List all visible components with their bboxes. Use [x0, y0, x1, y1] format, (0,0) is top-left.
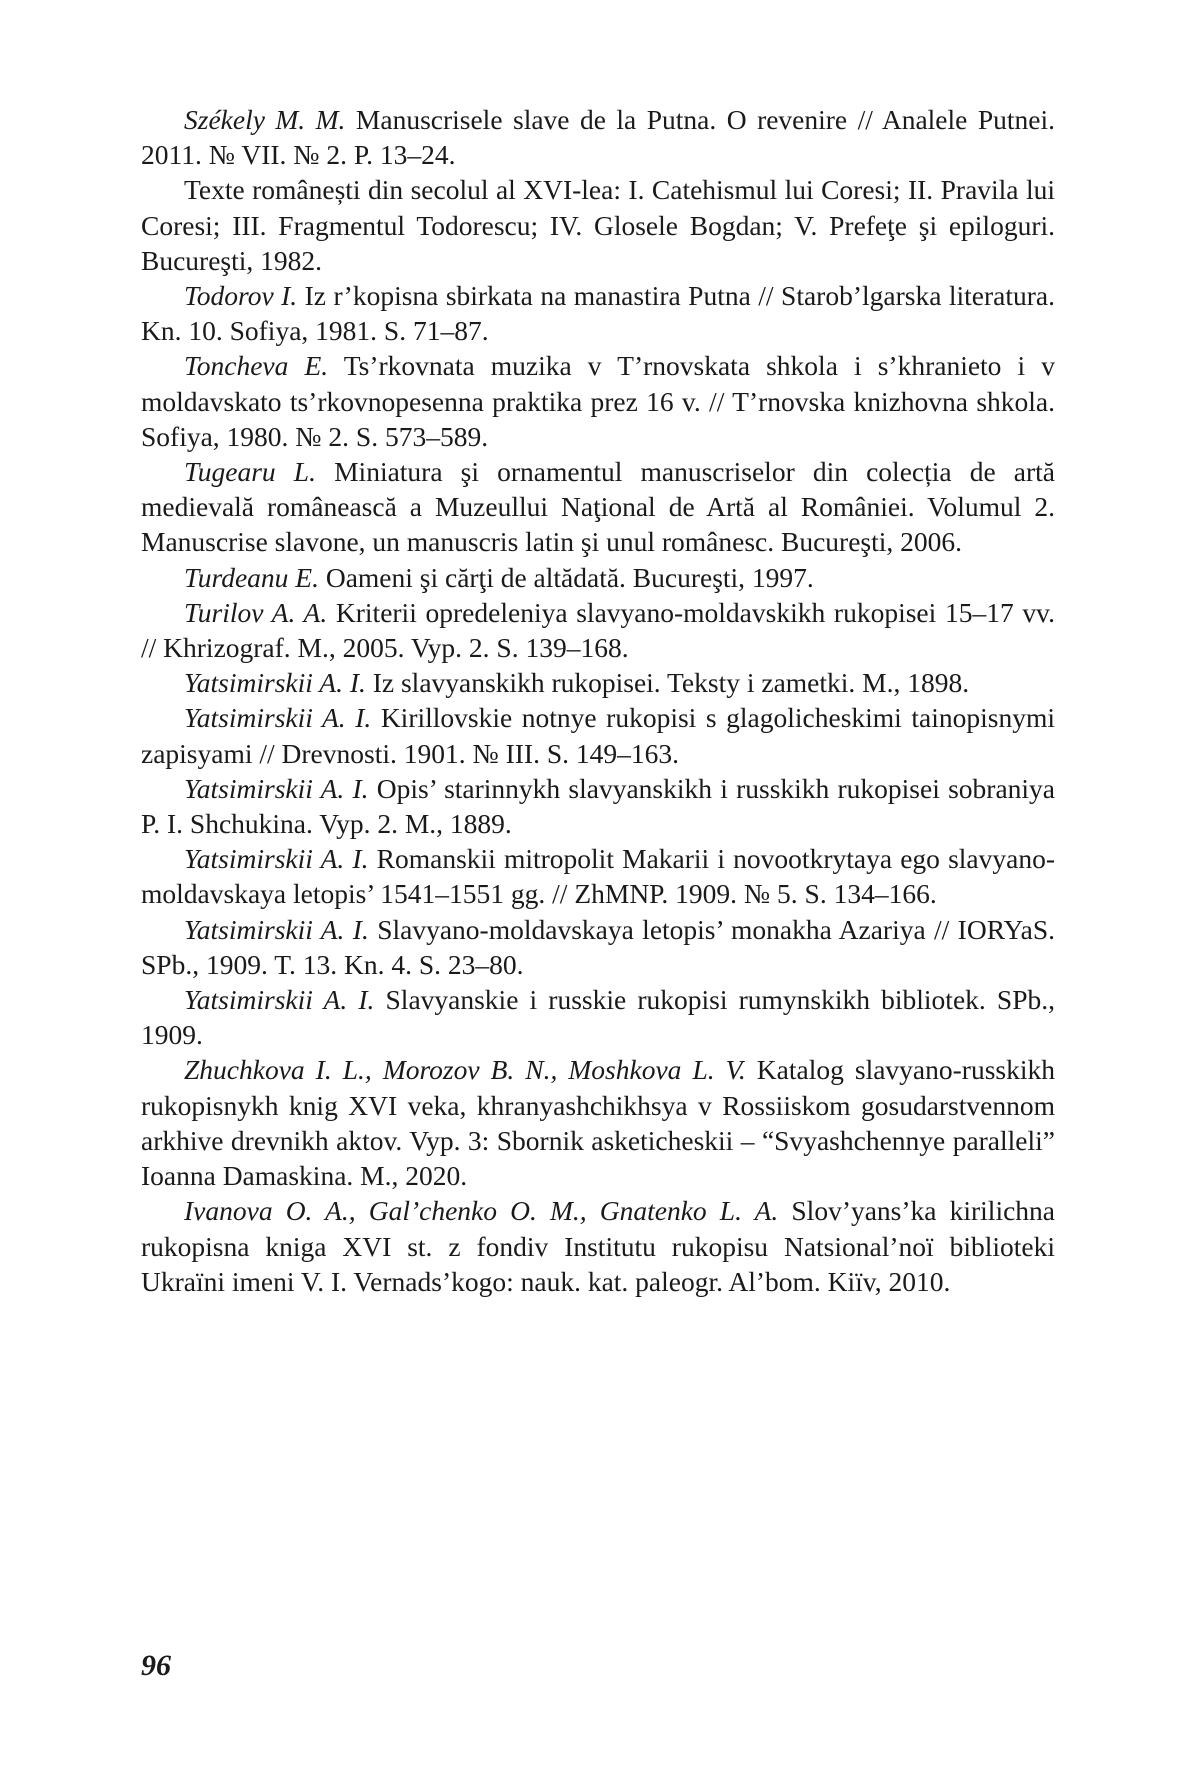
entry-text: Ts’rkovnata muzika v T’rnovskata shkola i s’khranieto i v moldavskato ts’rkovnopesenna praktika prez 16 v. // T’rnovska knizhovna shkola. Sofiya, 1980. № 2. S. 573–589. [141, 350, 1055, 452]
entry-author: Yatsimirskii A. I. [184, 702, 372, 734]
entry-author: Yatsimirskii A. I. [184, 843, 369, 875]
entry-text: Texte românești din secolul al XVI-lea: I. Catehismul lui Coresi; II. Pravila lui Coresi; III. Fragmentul Todorescu; IV. Glosele Bogdan; V. Prefeţe şi epiloguri. Bucureşti, 1982. [141, 174, 1055, 276]
entry-author: Székely M. M. [184, 104, 346, 135]
entry-text: Slavyanskie i russkie rukopisi rumynskikh bibliotek. SPb., 1909. [141, 984, 1055, 1051]
bibliography-entry [141, 841, 1055, 911]
entry-text: Manuscrisele slave de la Putna. O revenire // Analele Putnei. 2011. № VII. № 2. P. 13–24. [141, 104, 1055, 171]
bibliography-entry [141, 172, 1055, 278]
entry-author: Turdeanu E. [184, 561, 319, 593]
bibliography-entry [141, 1052, 1055, 1193]
entry-text: Miniatura şi ornamentul manuscriselor din colecția de artă medievală românească a Muzeullui Naţional de Artă al României. Volumul 2. Manuscrise slavone, un manuscris latin şi unul românesc. Bucureşti, 2006. [141, 456, 1055, 558]
bibliography-entry [141, 700, 1055, 770]
entry-author: Toncheva E. [184, 350, 329, 382]
entry-text: Iz r’kopisna sbirkata na manastira Putna // Starob’lgarska literatura. Kn. 10. Sofiya, 1981. S. 71–87. [141, 280, 1055, 347]
entry-author: Zhuchkova I. L., Morozov B. N., Moshkova L. V. [184, 1054, 746, 1086]
bibliography-entry [141, 771, 1055, 841]
entry-text: Opis’ starinnykh slavyanskikh i russkikh rukopisei sobraniya P. I. Shchukina. Vyp. 2. M., 1889. [141, 772, 1055, 840]
entry-text: Romanskii mitropolit Makarii i novootkrytaya ego slavyano-moldavskaya letopis’ 1541–1551 gg. // ZhMNP. 1909. № 5. S. 134–166. [141, 843, 1055, 910]
bibliography-entry [141, 560, 1055, 595]
entry-author: Yatsimirskii A. I. [184, 984, 375, 1016]
bibliography-list [141, 102, 1055, 1299]
bibliography-entry [141, 102, 1055, 172]
entry-text: Iz slavyanskikh rukopisei. Teksty i zametki. M., 1898. [365, 667, 970, 699]
bibliography-entry [141, 278, 1055, 348]
entry-author: Ivanova O. A., Gal’chenko O. M., Gnatenko L. A. [184, 1195, 779, 1227]
entry-text: Kirillovskie notnye rukopisi s glagolicheskimi tainopisnymi zapisyami // Drevnosti. 1901. № III. S. 149–163. [141, 702, 1055, 769]
entry-author: Yatsimirskii A. I. [184, 772, 369, 804]
entry-text: Slavyano-moldavskaya letopis’ monakha Azariya // IORYaS. SPb., 1909. T. 13. Kn. 4. S. 23–80. [141, 913, 1055, 980]
bibliography-entry [141, 665, 1055, 700]
bibliography-entry [141, 1193, 1055, 1299]
bibliography-entry [141, 982, 1055, 1052]
entry-author: Turilov A. A. [184, 596, 328, 628]
entry-text: Katalog slavyano-russkikh rukopisnykh knig XVI veka, khranyashchikhsya v Rossiiskom gosudarstvennom arkhive drevnikh aktov. Vyp. 3: Sbornik asketicheskii – “Svyashchennye paralleli” Ioanna Damaskina. M., 2020. [141, 1054, 1055, 1192]
bibliography-entry [141, 348, 1055, 454]
entry-author: Yatsimirskii A. I. [184, 913, 369, 945]
page-number: 96 [141, 1649, 171, 1682]
bibliography-entry [141, 595, 1055, 665]
entry-author: Yatsimirskii A. I. [184, 667, 366, 699]
bibliography-entry [141, 454, 1055, 560]
entry-text: Oameni şi cărţi de altădată. Bucureşti, 1997. [318, 561, 814, 593]
bibliography-entry [141, 912, 1055, 982]
entry-author: Tugearu L. [184, 456, 316, 488]
entry-author: Todorov I. [184, 280, 298, 312]
entry-text: Slov’yans’ka kirilichna rukopisna kniga XVI st. z fondiv Institutu rukopisu Natsional’noï biblioteki Ukraïni imeni V. I. Vernads’kogo: nauk. kat. paleogr. Al’bom. Kiïv, 2010. [141, 1195, 1056, 1297]
entry-text: Kriterii opredeleniya slavyano-moldavskikh rukopisei 15–17 vv. // Khrizograf. M., 2005. Vyp. 2. S. 139–168. [141, 596, 1055, 664]
